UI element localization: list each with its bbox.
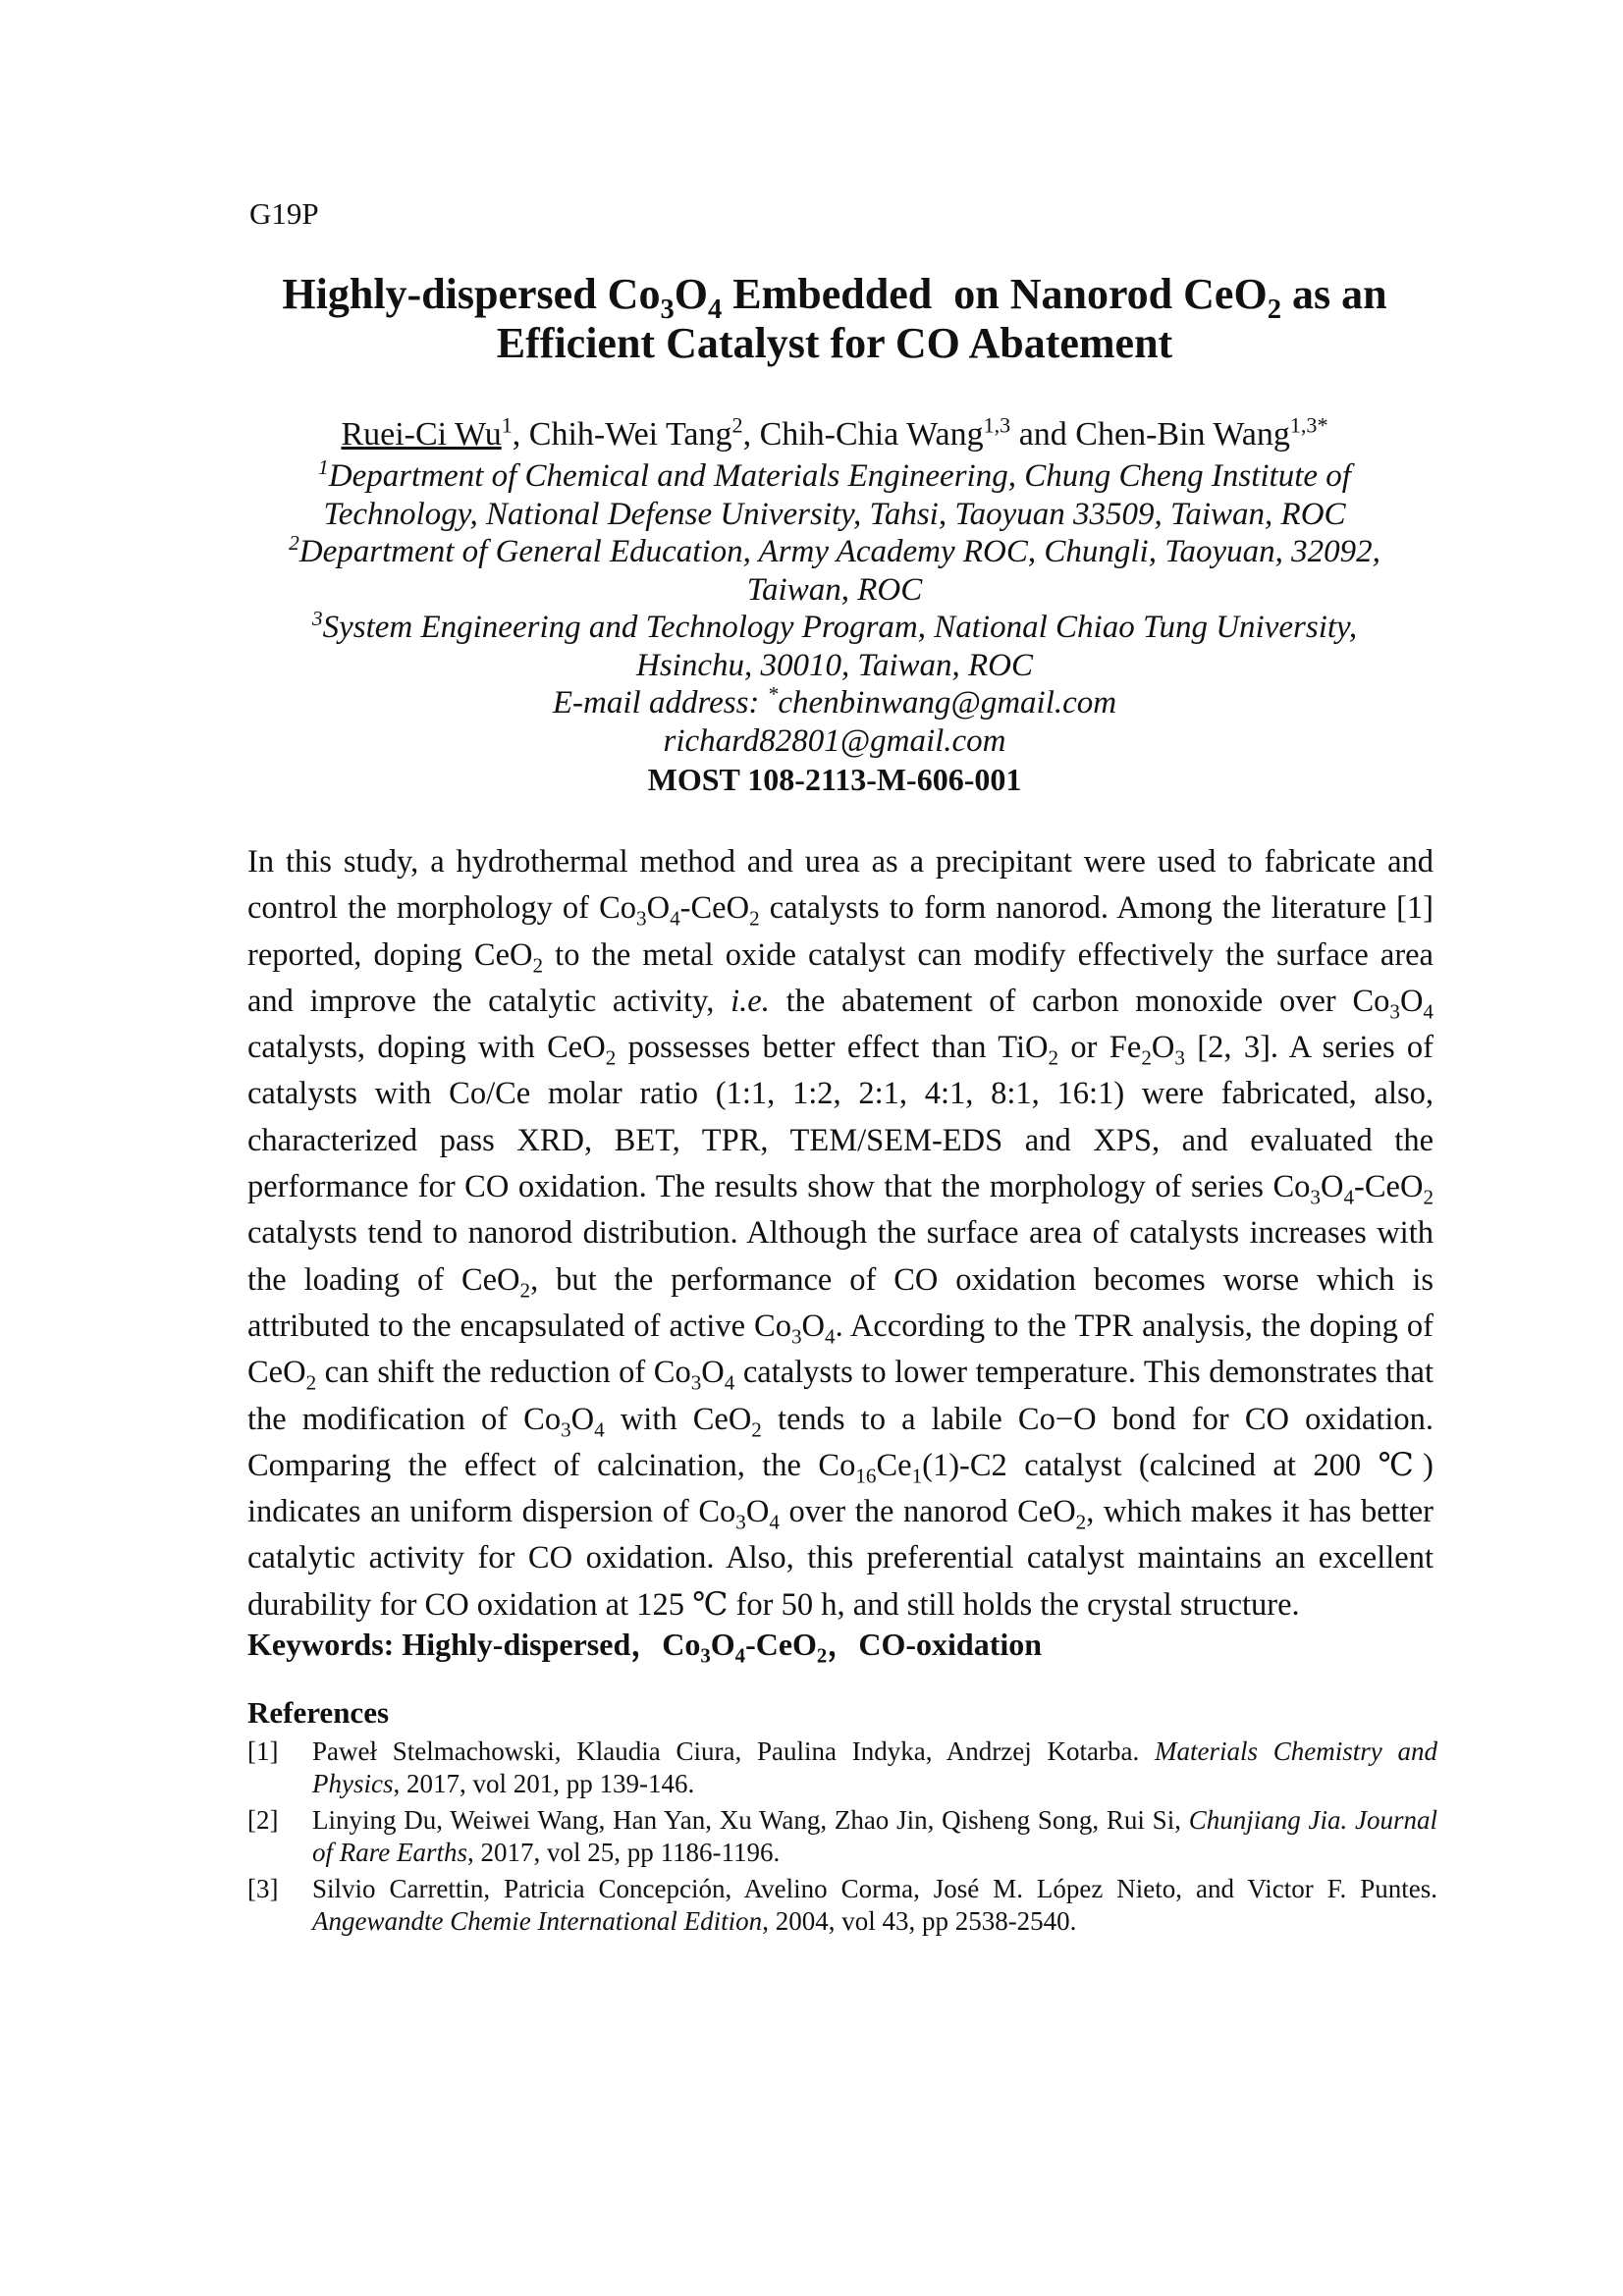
author-name: Chih-Wei Tang — [528, 416, 732, 453]
title-line-1: Highly-dispersed $Co_3O_4$ Embedded on Nanorod CeO$_2$ as an — [282, 270, 1387, 325]
reference-number: [3] — [247, 1874, 279, 1903]
email-secondary[interactable]: richard82801@gmail.com — [663, 722, 1006, 759]
reference-text: Linying Du, Weiwei Wang, Han Yan, Xu Wang, Zhao Jin, Qisheng Song, Rui Si, Chunjiang Jia. Journal of Rare Earths, 2017, vol 25, pp 1186-1196. — [312, 1805, 1437, 1867]
author-presenter: Ruei-Ci Wu — [341, 416, 502, 453]
affiliation-num: 3 — [311, 607, 323, 630]
paper-title — [177, 270, 1492, 368]
email-line — [196, 684, 1473, 722]
session-code: G19P — [249, 196, 319, 231]
affiliation-num: 2 — [289, 531, 299, 555]
affiliation-3-cont: Hsinchu, 30010, Taiwan, ROC — [636, 647, 1033, 683]
references-list — [247, 1735, 1437, 1942]
reference-number: [1] — [247, 1736, 279, 1766]
affiliation-2-cont: Taiwan, ROC — [746, 571, 923, 608]
author-sup: 1,3 — [983, 412, 1011, 438]
reference-text: Silvio Carrettin, Patricia Concepción, Avelino Corma, José M. López Nieto, and Victor F. Puntes. Angewandte Chemie International Edition, 2004, vol 43, pp 2538-2540. — [312, 1874, 1437, 1936]
title-line-2: Efficient Catalyst for CO Abatement — [496, 319, 1173, 367]
abstract — [247, 839, 1434, 1629]
keyword: CO-oxidation — [858, 1627, 1043, 1662]
author-block — [196, 412, 1473, 799]
affiliation-2 — [196, 533, 1473, 571]
keyword: $Co_3O_4-CeO_2$ — [662, 1627, 828, 1668]
keyword-separator: ， — [827, 1627, 859, 1662]
keywords — [247, 1620, 1043, 1668]
affiliation-num: 1 — [318, 455, 329, 479]
affiliation-text: System Engineering and Technology Program, National Chiao Tung University, — [322, 610, 1358, 645]
references-heading: References — [247, 1695, 390, 1730]
affiliation-1-cont: Technology, National Defense University, Tahsi, Taoyuan 33509, Taiwan, ROC — [323, 496, 1346, 532]
email-primary[interactable]: chenbinwang@gmail.com — [778, 685, 1117, 721]
affiliation-text: Department of Chemical and Materials Engineering, Chung Cheng Institute of — [328, 458, 1351, 494]
grant-number: MOST 108-2113-M-606-001 — [647, 762, 1022, 797]
reference-text: Paweł Stelmachowski, Klaudia Ciura, Paulina Indyka, Andrzej Kotarba. Materials Chemistry and Physics, 2017, vol 201, pp 139-146. — [312, 1736, 1437, 1798]
keywords-label: Keywords: — [247, 1627, 403, 1662]
affiliation-3 — [196, 609, 1473, 647]
corresponding-mark: * — [767, 682, 779, 706]
abstract-paragraph: In this study, a hydrothermal method and urea as a precipitant were used to fabricate and control the morphology of $Co_3O_4-CeO_2$ catalysts to form nanorod. Among the literature [1] reported, doping CeO$_2$ to the metal oxide catalyst can modify effectively the surface area and improve the catalytic activity, i.e. the abatement of carbon monoxide over $Co_3O_4$ catalysts, doping with CeO$_2$ possesses better effect than TiO$_2$ or $Fe_2O_3$ [2, 3]. A series of catalysts with Co/Ce molar ratio (1:1, 1:2, 2:1, 4:1, 8:1, 16:1) were fabricated, also, characterized pass XRD, BET, TPR, TEM/SEM-EDS and XPS, and evaluated the performance for CO oxidation. The results show that the morphology of series $Co_3O_4-CeO_2$ catalysts tend to nanorod distribution. Although the surface area of catalysts increases with the loading of CeO$_2$, but the performance of CO oxidation becomes worse which is attributed to the encapsulated of active $Co_3O_4$. According to the TPR analysis, the doping of CeO$_2$ can shift the reduction of $Co_3O_4$ catalysts to lower temperature. This demonstrates that the modification of $Co_3O_4$ with CeO$_2$ tends to a labile Co−O bond for CO oxidation. Comparing the effect of calcination, the $Co_{16}Ce_1(1)-C2$ catalyst (calcined at 200 ℃) indicates an uniform dispersion of $Co_3O_4$ over the nanorod CeO$_2$, which makes it has better catalytic activity for CO oxidation. Also, this preferential catalyst maintains an excellent durability for CO oxidation at 125 ℃ for 50 h, and still holds the crystal structure. — [247, 844, 1434, 1623]
reference-item — [247, 1804, 1437, 1869]
author-name: Chen-Bin Wang — [1075, 416, 1290, 453]
author-sup: 1 — [501, 412, 513, 438]
keyword: Highly-dispersed — [402, 1627, 631, 1662]
author-list: Ruei-Ci Wu$^1$, Chih-Wei Tang$^2$, Chih-Chia Wang$^{1,3}$ and Chen-Bin Wang$^{1,3*}$ — [341, 412, 1328, 453]
reference-number: [2] — [247, 1805, 279, 1835]
affiliation-text: Department of General Education, Army Academy ROC, Chungli, Taoyuan, 32092, — [298, 534, 1380, 569]
reference-item — [247, 1873, 1437, 1938]
email-label: E-mail address: — [552, 685, 768, 721]
reference-item — [247, 1735, 1437, 1800]
author-sup: 1,3* — [1289, 412, 1328, 438]
affiliation-1 — [196, 457, 1473, 496]
author-sup: 2 — [731, 412, 743, 438]
keyword-separator: ， — [630, 1627, 663, 1662]
author-name: Chih-Chia Wang — [759, 416, 984, 453]
